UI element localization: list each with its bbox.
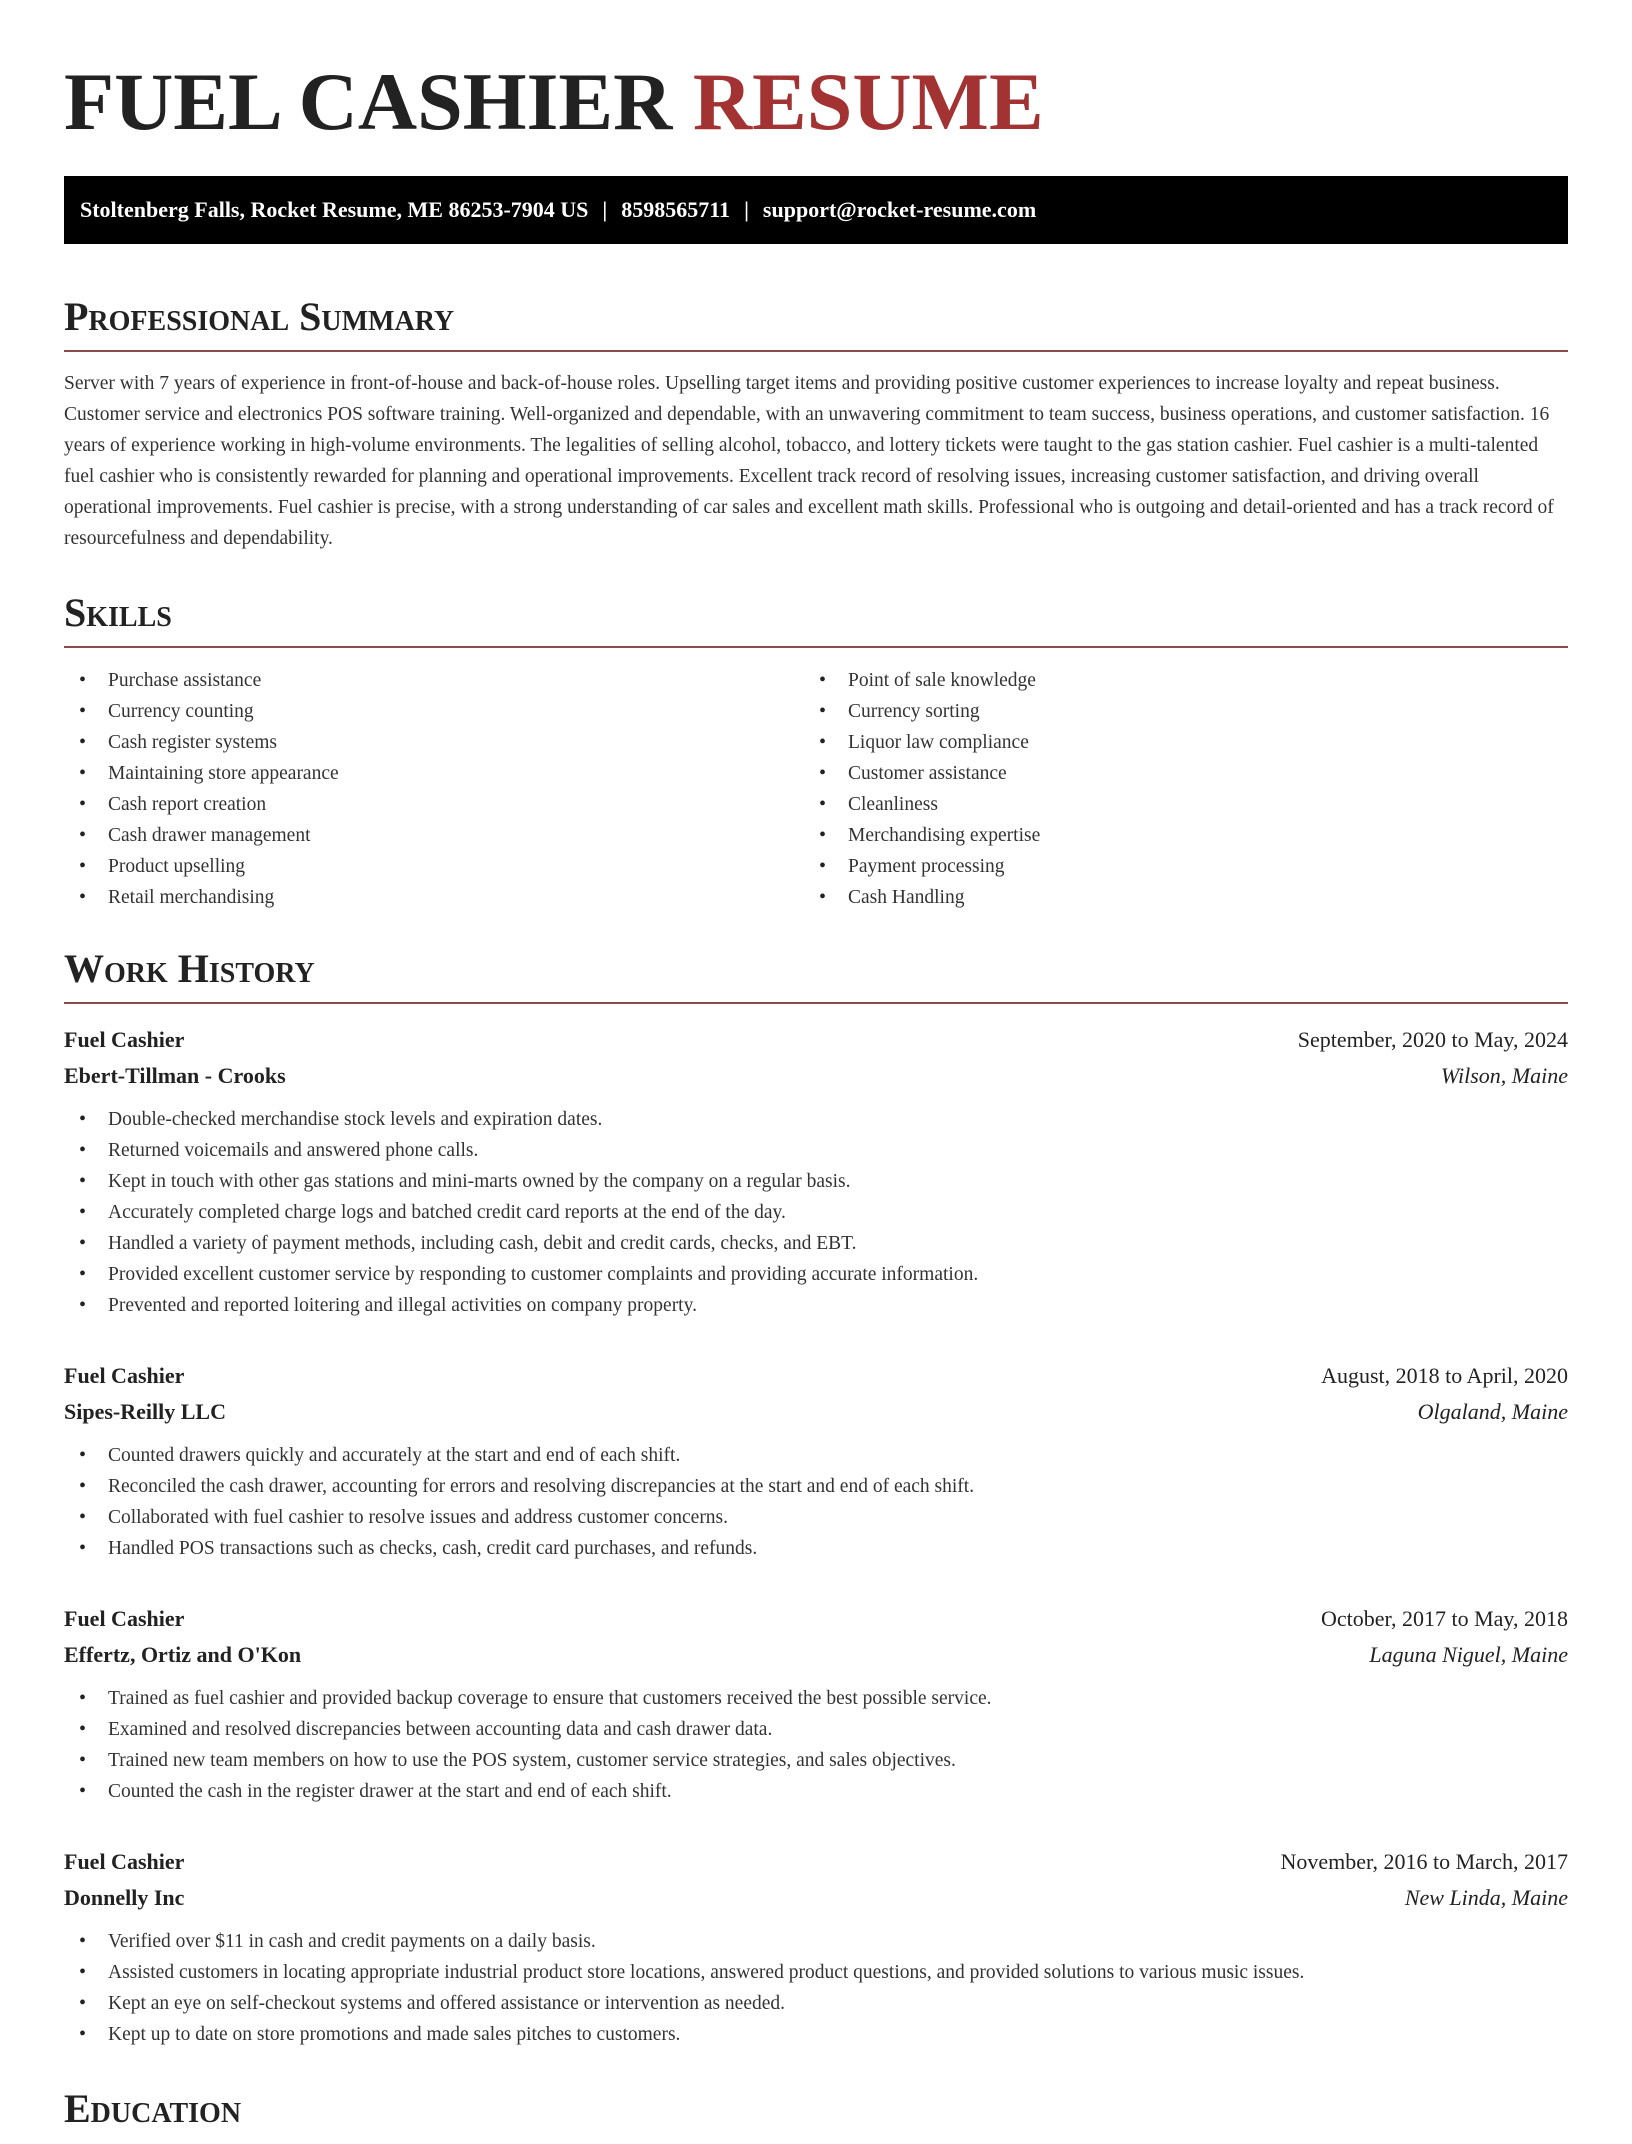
skill-item: • Merchandising expertise <box>804 820 1040 851</box>
job-duty: • Provided excellent customer service by responding to customer complaints and providing accurate information. <box>64 1259 1568 1290</box>
job-dates: September, 2020 to May, 2024 <box>1297 1027 1568 1052</box>
skill-item: • Purchase assistance <box>64 665 339 696</box>
skills-heading: Skills <box>64 588 1568 648</box>
job-location: Olgaland, Maine <box>1417 1399 1568 1424</box>
job-header-row <box>64 1358 1568 1394</box>
education-heading: Education <box>64 2086 242 2131</box>
title-accent: RESUME <box>692 56 1044 147</box>
contact-separator: | <box>744 197 749 222</box>
job-duty: • Prevented and reported loitering and illegal activities on company property. <box>64 1290 1568 1321</box>
skill-item: • Cash drawer management <box>64 820 339 851</box>
job-company-row <box>64 1880 1568 1916</box>
job-duty: • Kept an eye on self-checkout systems and offered assistance or intervention as needed. <box>64 1988 1568 2019</box>
skill-item: • Retail merchandising <box>64 882 339 913</box>
job-header-row <box>64 1022 1568 1058</box>
skill-item: • Point of sale knowledge <box>804 665 1040 696</box>
job-company-row <box>64 1058 1568 1094</box>
job-duty: • Reconciled the cash drawer, accounting for errors and resolving discrepancies at the start and end of each shift. <box>64 1471 1568 1502</box>
resume-title <box>64 52 1044 152</box>
job-duty: • Collaborated with fuel cashier to resolve issues and address customer concerns. <box>64 1502 1568 1533</box>
skill-item: • Product upselling <box>64 851 339 882</box>
job-company-row <box>64 1394 1568 1430</box>
job-duty: • Trained as fuel cashier and provided backup coverage to ensure that customers received the best possible service. <box>64 1683 1568 1714</box>
job-duty: • Assisted customers in locating appropriate industrial product store locations, answered product questions, and provided solutions to various music issues. <box>64 1957 1568 1988</box>
contact-separator: | <box>602 197 608 222</box>
job-duty: • Trained new team members on how to use the POS system, customer service strategies, and sales objectives. <box>64 1745 1568 1776</box>
job-company-row <box>64 1637 1568 1673</box>
job-dates: October, 2017 to May, 2018 <box>1321 1606 1568 1631</box>
skill-item: • Payment processing <box>804 851 1040 882</box>
job-location: Wilson, Maine <box>1440 1063 1568 1088</box>
job-dates: August, 2018 to April, 2020 <box>1321 1363 1568 1388</box>
job-duty: • Kept in touch with other gas stations and mini-marts owned by the company on a regular basis. <box>64 1166 1568 1197</box>
skills-list-right <box>804 665 1040 913</box>
job-location: New Linda, Maine <box>1404 1885 1568 1910</box>
skill-item: • Cash Handling <box>804 882 1040 913</box>
job-location: Laguna Niguel, Maine <box>1369 1642 1568 1667</box>
job-entry <box>64 1358 1568 1564</box>
summary-text: Server with 7 years of experience in front-of-house and back-of-house roles. Upselling target items and providing positive customer experiences to increase loyalty and repeat business. Customer service and electronics POS software training. Well-organized and dependable, with an unwavering commitment to team success, business operations, and customer satisfaction. 16 years of experience working in high-volume environments. The legalities of selling alcohol, tobacco, and lottery tickets were taught to the gas station cashier. Fuel cashier is a multi-talented fuel cashier who is consistently rewarded for planning and operational improvements. Excellent track record of resolving issues, increasing customer satisfaction, and driving overall operational improvements. Fuel cashier is precise, with a strong understanding of car sales and excellent math skills. Professional who is outgoing and detail-oriented and has a track record of resourcefulness and dependability. <box>64 373 1554 549</box>
job-duty: • Kept up to date on store promotions and made sales pitches to customers. <box>64 2019 1568 2050</box>
contact-phone: 8598565711 <box>621 197 731 222</box>
skill-item: • Cash register systems <box>64 727 339 758</box>
job-company: Effertz, Ortiz and O'Kon <box>64 1642 302 1667</box>
skill-item: • Currency sorting <box>804 696 1040 727</box>
title-main: FUEL CASHIER <box>64 56 673 147</box>
job-duty: • Examined and resolved discrepancies between accounting data and cash drawer data. <box>64 1714 1568 1745</box>
job-header-row <box>64 1844 1568 1880</box>
job-duty: • Handled a variety of payment methods, including cash, debit and credit cards, checks, and EBT. <box>64 1228 1568 1259</box>
skill-item: • Cleanliness <box>804 789 1040 820</box>
job-duty: • Double-checked merchandise stock levels and expiration dates. <box>64 1104 1568 1135</box>
job-duties-list <box>64 1683 1568 1807</box>
job-header-row <box>64 1601 1568 1637</box>
work-history-heading: Work History <box>64 944 1568 1004</box>
job-entry <box>64 1601 1568 1807</box>
contact-bar <box>64 176 1568 244</box>
job-duty: • Counted drawers quickly and accurately at the start and end of each shift. <box>64 1440 1568 1471</box>
job-duty: • Accurately completed charge logs and batched credit card reports at the end of the day. <box>64 1197 1568 1228</box>
job-title: Fuel Cashier <box>64 1027 185 1052</box>
job-title: Fuel Cashier <box>64 1363 185 1388</box>
skill-item: • Customer assistance <box>804 758 1040 789</box>
job-title: Fuel Cashier <box>64 1849 185 1874</box>
job-company: Sipes-Reilly LLC <box>64 1399 226 1424</box>
contact-email: support@rocket-resume.com <box>762 197 1037 222</box>
summary-heading: Professional Summary <box>64 292 1568 352</box>
job-duty: • Returned voicemails and answered phone calls. <box>64 1135 1568 1166</box>
skill-item: • Cash report creation <box>64 789 339 820</box>
job-duties-list <box>64 1926 1568 2050</box>
job-duties-list <box>64 1104 1568 1321</box>
job-dates: November, 2016 to March, 2017 <box>1280 1849 1568 1874</box>
job-entry <box>64 1022 1568 1321</box>
job-duties-list <box>64 1440 1568 1564</box>
skill-item: • Maintaining store appearance <box>64 758 339 789</box>
job-company: Ebert-Tillman - Crooks <box>64 1063 286 1088</box>
job-duty: • Verified over $11 in cash and credit payments on a daily basis. <box>64 1926 1568 1957</box>
job-title: Fuel Cashier <box>64 1606 185 1631</box>
job-company: Donnelly Inc <box>64 1885 185 1910</box>
skills-list-left <box>64 665 339 913</box>
job-duty: • Counted the cash in the register drawer at the start and end of each shift. <box>64 1776 1568 1807</box>
skill-item: • Liquor law compliance <box>804 727 1040 758</box>
job-entry <box>64 1844 1568 2050</box>
skill-item: • Currency counting <box>64 696 339 727</box>
contact-address: Stoltenberg Falls, Rocket Resume, ME 86253-7904 US <box>80 197 589 222</box>
job-duty: • Handled POS transactions such as checks, cash, credit card purchases, and refunds. <box>64 1533 1568 1564</box>
